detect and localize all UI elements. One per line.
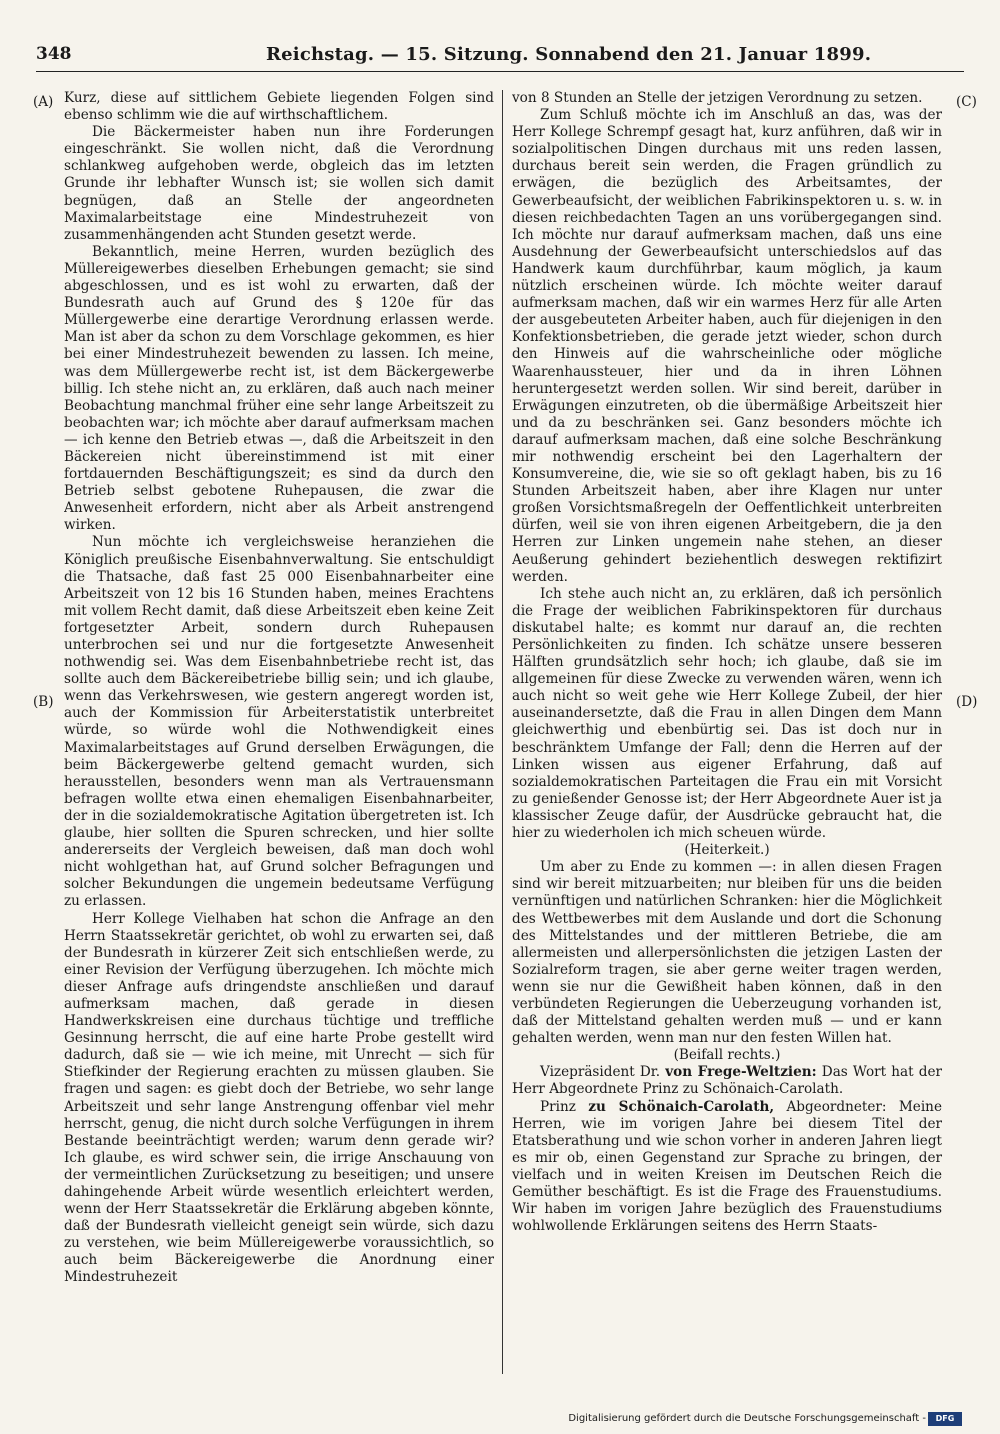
dfg-logo: DFG bbox=[928, 1412, 962, 1426]
footer-credit: Digitalisierung gefördert durch die Deutsche Forschungsgemeinschaft - bbox=[568, 1413, 926, 1424]
page-title: Reichstag. — 15. Sitzung. Sonnabend den 21. Januar 1899. bbox=[266, 44, 872, 65]
right-column bbox=[512, 90, 942, 1374]
footer bbox=[568, 1412, 962, 1428]
column-divider bbox=[502, 90, 503, 1374]
paragraph: Nun möchte ich vergleichsweise heranziehen die Königlich preußische Eisenbahnverwaltung. Sie entschuldigt die Thatsache, daß fast 25 000 Eisenbahnarbeiter eine Arbeitszeit von 12 bis 16 Stunden haben, meines Erachtens mit vollem Recht damit, daß diese Arbeitszeit eben keine Zeit fortgesetzter Arbeit, sondern durch Ruhepausen unterbrochen sei und nur die fortgesetzte Anwesenheit nothwendig sei. Was dem Eisenbahnbetriebe recht ist, das sollte auch dem Bäckereibetriebe billig sein; und ich glaube, wenn das Verkehrswesen, wie gestern angeregt worden ist, auch der Kommission für Arbeiterstatistik unterbreitet würde, so würde wohl die Nothwendigkeit eines Maximalarbeitstages auf Grund derselben Erwägungen, die beim Bäckergewerbe geltend gemacht wurden, sich herausstellen, besonders wenn man als Vertrauensmann befragen wollte etwa einen ehemaligen Eisenbahnarbeiter, der in die sozialdemokratische Agitation übergetreten ist. Ich glaube, hier sollten die Spuren schrecken, und hier sollte andererseits der Vergleich beweisen, daß man doch wohl nicht wohlgethan hat, auf Grund solcher Befragungen und solcher Bekundungen die ungemein bedeutsame Verfügung zu erlassen. bbox=[64, 534, 494, 910]
paragraph: Zum Schluß möchte ich im Anschluß an das, was der Herr Kollege Schrempf gesagt hat, kurz anführen, daß wir in sozialpolitischen Dingen durchaus mit uns reden lassen, durchaus bereit sein werden, die Fragen gründlich zu erwägen, die bezüglich des Arbeitsamtes, der Gewerbeaufsicht, der weiblichen Fabrikinspektoren u. s. w. in diesen reichbedachten Tagen an uns vorübergegangen sind. Ich möchte nur darauf aufmerksam machen, daß uns eine Ausdehnung der Gewerbeaufsicht unterschiedslos auf das Handwerk kaum durchführbar, kaum möglich, ja kaum nützlich erscheinen würde. Ich möchte weiter darauf aufmerksam machen, daß wir ein warmes Herz für alle Arten der ausgebeuteten Arbeiter haben, auch für diejenigen in den Konfektionsbetrieben, die gerade jetzt wieder, schon durch den Hinweis auf die wahrscheinliche oder mögliche Waarenhaussteuer, hier und da in ihren Löhnen heruntergesetzt werden sollen. Wir sind bereit, darüber in Erwägungen einzutreten, ob die übermäßige Arbeitszeit hier und da zu beschränken sei. Ganz besonders möchte ich darauf aufmerksam machen, daß eine solche Beschränkung mir nothwendig erscheint bei den Lagerhaltern der Konsumvereine, die, wie sie so oft geklagt haben, bis zu 16 Stunden Arbeitszeit haben, aber ihre Klagen nur unter großen Vorsichtsmaßregeln der Oeffentlichkeit unterbreiten dürfen, weil sie von ihren eigenen Arbeitgebern, die ja den Herren zur Linken ungemein nahe stehen, an dieser Aeußerung gehindert beziehentlich deswegen rektifizirt werden. bbox=[512, 107, 942, 585]
paragraph: Herr Kollege Vielhaben hat schon die Anfrage an den Herrn Staatssekretär gerichtet, ob wohl zu erwarten sei, daß der Bundesrath in kürzerer Zeit sich entschließen werde, zu einer Revision der Verfügung überzugehen. Ich möchte mich dieser Anfrage aufs dringendste anschließen und darauf aufmerksam machen, daß gerade in diesen Handwerkskreisen eine durchaus tüchtige und treffliche Gesinnung herrscht, die auf eine harte Probe gestellt wird dadurch, daß sie — wie ich meine, mit Unrecht — sich für Stiefkinder der Regierung erachten zu müssen glauben. Sie fragen und sagen: es giebt doch der Betriebe, wo sehr lange Arbeitszeit und sehr lange Anstrengung offenbar viel mehr herrscht, genug, die nicht durch solche Verfügungen in ihrem Bestande beeinträchtigt werden; warum denn gerade wir? Ich glaube, es wird schwer sein, die irrige Anschauung von der vermeintlichen Zurücksetzung zu beseitigen; und unsere dahingehende Arbeit würde wesentlich erleichtert werden, wenn der Herr Staatssekretär die Erklärung abgeben könnte, daß der Bundesrath vielleicht geneigt sein würde, sich dazu zu verstehen, wie beim Müllereigewerbe voraussichtlich, so auch beim Bäckereigewerbe die Anordnung einer Mindestruhezeit bbox=[64, 910, 494, 1286]
stage-direction: (Heiterkeit.) bbox=[684, 842, 770, 859]
margin-marker-b: (B) bbox=[33, 694, 54, 710]
header-rule bbox=[36, 71, 964, 72]
paragraph: Kurz, diese auf sittlichem Gebiete liegenden Folgen sind ebenso schlimm wie die auf wirthschaftlichem. bbox=[64, 90, 494, 124]
speaker-title: Vizepräsident Dr. bbox=[540, 1064, 666, 1081]
paragraph: Ich stehe auch nicht an, zu erklären, daß ich persönlich die Frage der weiblichen Fabrikinspektoren für durchaus diskutabel halte; es kommt nur darauf an, die rechten Persönlichkeiten zu finden. Ich schätze unsere besseren Hälften grundsätzlich sehr hoch; ich glaube, daß sie im allgemeinen für diese Zwecke zu verwenden wären, wenn ich auch nicht so weit gehe wie Herr Kollege Zubeil, der hier auseinandersetzte, daß die Frau in allen Dingen dem Mann gleichwerthig und ebenbürtig sei. Das ist doch nur in beschränktem Umfange der Fall; denn die Herren auf der Linken wissen aus eigener Erfahrung, daß auf sozialdemokratischen Parteitagen die Frau ein mit Vorsicht zu genießender Genosse ist; der Herr Abgeordnete Auer ist ja klassischer Zeuge dafür, der Ausdrücke gebraucht hat, die hier zu wiederholen ich mich scheuen würde. bbox=[512, 585, 942, 842]
page-number: 348 bbox=[36, 44, 72, 64]
margin-marker-d: (D) bbox=[956, 694, 978, 710]
margin-marker-c: (C) bbox=[956, 94, 977, 110]
speaker-name: von Frege-Weltzien: bbox=[665, 1064, 817, 1081]
speaker-name: zu Schönaich-Carolath, bbox=[588, 1098, 775, 1115]
paragraph: Die Bäckermeister haben nun ihre Forderungen eingeschränkt. Sie wollen nicht, daß die Verordnung schlankweg aufgehoben werde, obgleich das im letzten Grunde ihr lebhafter Wunsch ist; sie wollen sich damit begnügen, daß an Stelle der angeordneten Maximalarbeitstage eine Mindestruhezeit von zusammenhängenden acht Stunden gesetzt werde. bbox=[64, 124, 494, 243]
speaker-paragraph bbox=[512, 1064, 942, 1098]
left-column bbox=[64, 90, 494, 1374]
speaker-text: Das Wort hat der Herr Abgeordnete Prinz zu Schönaich-Carolath. bbox=[512, 1064, 942, 1098]
speaker-text: Abgeordneter: Meine Herren, wie im vorigen Jahre bei diesem Titel der Etatsberathung und wie schon vorher in anderen Jahren liegt es mir ob, einen Gegenstand zur Sprache zu bringen, der vielfach und in weiten Kreisen im Deutschen Reich die Gemüther beschäftigt. Es ist die Frage des Frauenstudiums. Wir haben im vorigen Jahre bezüglich des Frauenstudiums wohlwollende Erklärungen seitens des Herrn Staats- bbox=[512, 1098, 942, 1235]
stage-direction: (Beifall rechts.) bbox=[673, 1047, 781, 1064]
speaker-paragraph bbox=[512, 1099, 942, 1236]
paragraph: Um aber zu Ende zu kommen —: in allen diesen Fragen sind wir bereit mitzuarbeiten; nur bleiben für uns die beiden vernünftigen und natürlichen Schranken: hier die Möglichkeit des Wettbewerbes mit dem Auslande und dort die Schonung des Mittelstandes und der mittleren Betriebe, die am allermeisten und allerpersönlichsten die jetzigen Lasten der Sozialreform tragen, sie aber gerne weiter tragen werden, wenn sie nur die Gewißheit haben können, daß in den verbündeten Regierungen die Ueberzeugung vorhanden ist, daß der Mittelstand gehalten werden muß — und er kann gehalten werden, wenn man nur den festen Willen hat. bbox=[512, 859, 942, 1047]
page-header bbox=[36, 44, 964, 70]
paragraph: von 8 Stunden an Stelle der jetzigen Verordnung zu setzen. bbox=[512, 90, 923, 106]
paragraph: Bekanntlich, meine Herren, wurden bezüglich des Müllereigewerbes dieselben Erhebungen gemacht; sie sind abgeschlossen, und es ist wohl zu erwarten, daß der Bundesrath auch auf Grund des § 120e für das Müllergewerbe eine derartige Verordnung erlassen werde. Man ist aber da schon zu dem Vorschlage gekommen, es hier bei einer Mindestruhezeit bewenden zu lassen. Ich meine, was dem Müllergewerbe recht ist, ist dem Bäckergewerbe billig. Ich stehe nicht an, zu erklären, daß auch nach meiner Beobachtung manchmal früher eine sehr lange Arbeitszeit zu beobachten war; ich möchte aber darauf aufmerksam machen — ich kenne den Betrieb etwas —, daß die Arbeitszeit in den Bäckereien nicht übereinstimmend ist mit einer fortdauernden Beschäftigungszeit; es sind da durch den Betrieb selbst gebotene Ruhepausen, die zwar die Anwesenheit erfordern, nicht aber als Arbeit anstrengend wirken. bbox=[64, 243, 494, 534]
margin-marker-a: (A) bbox=[33, 94, 54, 110]
speaker-title: Prinz bbox=[540, 1098, 589, 1115]
